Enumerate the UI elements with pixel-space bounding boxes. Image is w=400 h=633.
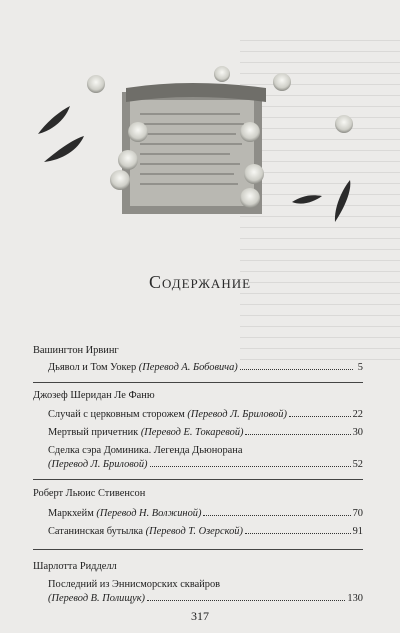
- entry-title: Маркхейм: [48, 508, 94, 519]
- entry-title: Мертвый причетник: [48, 427, 139, 438]
- page-title: Содержание: [148, 272, 252, 292]
- toc-entry[interactable]: [48, 507, 363, 521]
- entry-page: 70: [352, 508, 363, 519]
- toc-entry[interactable]: [48, 426, 363, 440]
- entry-page: 52: [352, 459, 363, 470]
- entry-title: Сатанинская бутылка: [48, 526, 144, 537]
- candles-scroll-illustration: [30, 62, 370, 237]
- section-divider: [33, 549, 363, 550]
- dot-leader: [289, 416, 351, 417]
- entry-title: Случай с церковным сторожем: [48, 409, 185, 420]
- entry-page: 91: [352, 526, 363, 537]
- entry-title: Дьявол и Том Уокер: [48, 362, 137, 373]
- dot-leader: [150, 466, 351, 467]
- dot-leader: [245, 434, 350, 435]
- author-heading: Вашингтон Ирвинг: [33, 345, 119, 356]
- entry-translator: (Перевод Е. Токаревой): [140, 427, 244, 438]
- entry-translator: (Перевод Л. Бриловой): [187, 409, 287, 420]
- entry-translator: (Перевод Н. Волжиной): [96, 508, 202, 519]
- table-of-contents: [33, 344, 363, 606]
- author-heading: Роберт Льюис Стивенсон: [33, 488, 146, 499]
- dot-leader: [240, 369, 353, 370]
- section-divider: [33, 479, 363, 480]
- toc-entry[interactable]: [48, 361, 363, 375]
- toc-entry[interactable]: [48, 444, 363, 472]
- entry-translator: (Перевод В. Полищук): [48, 593, 146, 604]
- entry-title: Сделка сэра Доминика. Легенда Дьюнорана: [48, 445, 243, 456]
- entry-page: 130: [347, 593, 363, 604]
- entry-translator: (Перевод Т. Озерской): [145, 526, 243, 537]
- dot-leader: [203, 515, 350, 516]
- entry-page: 22: [352, 409, 363, 420]
- entry-page: 5: [357, 362, 363, 373]
- author-heading: Джозеф Шеридан Ле Фаню: [33, 390, 155, 401]
- entry-translator: (Перевод Л. Бриловой): [48, 459, 148, 470]
- toc-entry[interactable]: [48, 408, 363, 422]
- entry-translator: (Перевод А. Бобовича): [138, 362, 238, 373]
- toc-entry[interactable]: [48, 525, 363, 539]
- toc-entry[interactable]: [48, 578, 363, 606]
- section-divider: [33, 382, 363, 383]
- author-heading: Шарлотта Ридделл: [33, 561, 117, 572]
- entry-page: 30: [352, 427, 363, 438]
- dot-leader: [245, 533, 351, 534]
- entry-title: Последний из Эннисморских сквайров: [48, 579, 221, 590]
- dot-leader: [147, 600, 345, 601]
- page-number: 317: [191, 609, 209, 623]
